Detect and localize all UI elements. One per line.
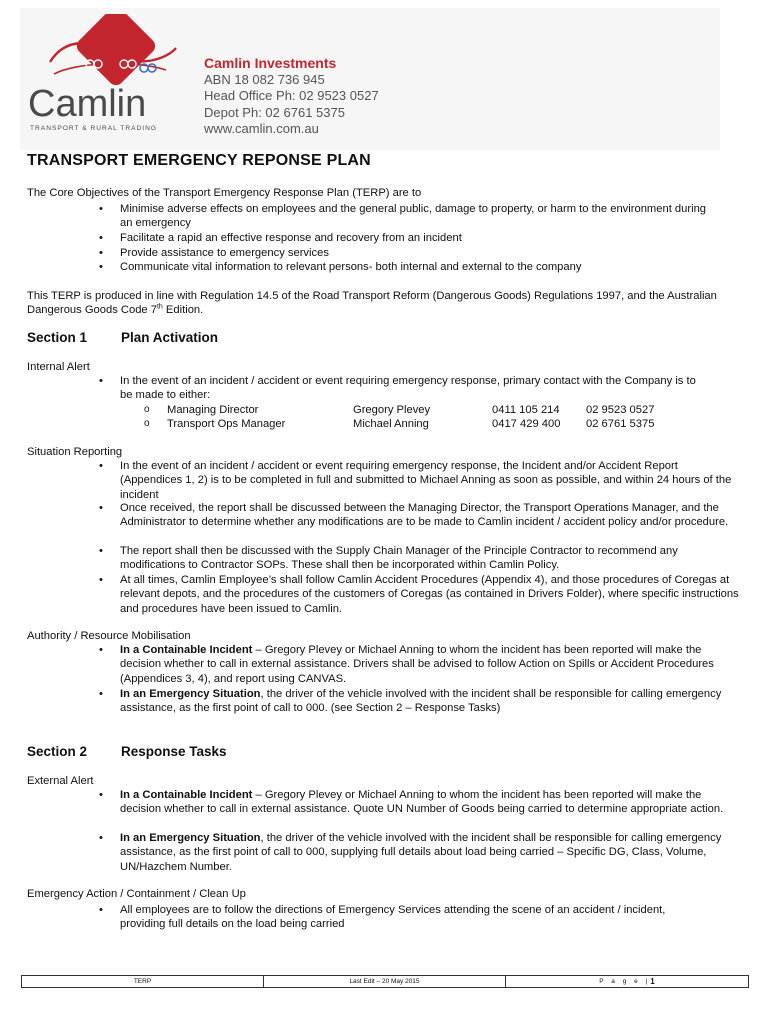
section-name: Response Tasks xyxy=(121,744,227,759)
logo-wordmark: Camlin xyxy=(28,83,147,125)
footer-page-label: P a g e | xyxy=(599,978,651,985)
regulation-text: This TERP is produced in line with Regulation 14.5 of the Road Transport Reform (Dangerous Goods) Regulations 1997, and the Australian Dangerous Goods Code 7 xyxy=(27,290,717,317)
company-details xyxy=(204,55,379,138)
internal-alert-bullet: • In the event of an incident / accident or event requiring emergency response, primary contact with the Company is to be made to either: xyxy=(120,374,710,403)
camlin-logo xyxy=(26,14,186,134)
contact-phone: 02 9523 0527 xyxy=(586,404,655,416)
bullet-text: , the driver of the vehicle involved with the incident shall be responsible for calling emergency assistance, as the first point of call to 000. (see Section 2 – Response Tasks) xyxy=(120,688,722,715)
contact-role: o Transport Ops Manager xyxy=(167,417,285,431)
footer-doc: TERP xyxy=(22,976,264,987)
logo-tagline: TRANSPORT & RURAL TRADING xyxy=(30,125,157,132)
objective-bullet: • Minimise adverse effects on employees and the general public, damage to property, or harm to the environment during an emergency xyxy=(120,202,720,231)
external-alert-bullet xyxy=(120,788,740,817)
logo-red-diamond xyxy=(74,14,159,88)
footer-last-edit: Last Edit – 20 May 2015 xyxy=(264,976,506,987)
footer-page-number: 1 xyxy=(650,977,655,986)
contact-role: o Managing Director xyxy=(167,403,258,417)
depot-phone: Depot Ph: 02 6761 5375 xyxy=(204,104,345,120)
objective-bullet: • Communicate vital information to relevant persons- both internal and external to the company xyxy=(120,260,720,274)
section-2-heading xyxy=(27,744,227,759)
internal-alert-heading: Internal Alert xyxy=(27,361,90,373)
emergency-action-bullet: • All employees are to follow the directions of Emergency Services attending the scene of an accident / incident, providing full details on the load being carried xyxy=(120,903,710,932)
regulation-superscript: th xyxy=(156,303,163,311)
contact-name: Gregory Plevey xyxy=(353,404,431,416)
contact-phone: 02 6761 5375 xyxy=(586,418,655,430)
contact-mobile: 0417 429 400 xyxy=(492,418,561,430)
section-name: Plan Activation xyxy=(121,330,219,345)
authority-bullet xyxy=(120,643,745,686)
bullet-bold-lead: In an Emergency Situation xyxy=(120,688,261,700)
logo-wheel-blue xyxy=(148,64,156,72)
footer-page xyxy=(506,976,748,987)
bullet-text: – Gregory Plevey or Michael Anning to whom the incident has been reported will make the decision whether to call in external assistance. Quote UN Number of Goods being carried to determine appropriate action. xyxy=(120,789,724,816)
section-number: Section 2 xyxy=(27,744,88,759)
external-alert-heading: External Alert xyxy=(27,775,94,787)
contact-name: Michael Anning xyxy=(353,418,429,430)
bullet-text: , the driver of the vehicle involved with the incident shall be responsible for calling emergency assistance, as the first point of call to 000, supplying full details about load being carried – Specific DG, Class, Volume, UN/Hazchem Number. xyxy=(120,832,722,873)
intro-lead: The Core Objectives of the Transport Emergency Response Plan (TERP) are to xyxy=(27,187,422,199)
bullet-bold-lead: In a Containable Incident xyxy=(120,644,253,656)
contact-mobile: 0411 105 214 xyxy=(492,404,560,416)
objective-bullet: • Provide assistance to emergency services xyxy=(120,246,720,260)
section-number: Section 1 xyxy=(27,330,88,345)
situation-bullet: • The report shall then be discussed with the Supply Chain Manager of the Principle Contractor to recommend any modifications to Contractor SOPs. These shall then be incorporated within Camlin Policy. xyxy=(120,544,745,573)
authority-heading: Authority / Resource Mobilisation xyxy=(27,630,191,642)
section-1-heading xyxy=(27,330,219,345)
emergency-action-heading: Emergency Action / Containment / Clean Up xyxy=(27,888,246,900)
regulation-tail: Edition. xyxy=(162,304,204,317)
document-title: TRANSPORT EMERGENCY REPONSE PLAN xyxy=(27,152,371,169)
page-footer xyxy=(21,975,749,988)
regulation-paragraph xyxy=(27,289,727,318)
head-office-phone: Head Office Ph: 02 9523 0527 xyxy=(204,88,379,103)
external-alert-bullet xyxy=(120,831,745,874)
bullet-bold-lead: In a Containable Incident xyxy=(120,789,253,801)
bullet-bold-lead: In an Emergency Situation xyxy=(120,832,261,844)
situation-reporting-heading: Situation Reporting xyxy=(27,446,123,458)
bullet-text: – Gregory Plevey or Michael Anning to whom the incident has been reported will make the decision whether to call in external assistance. Drivers shall be advised to follow Action on Spills or Accident Procedures (Appendices 3, 4), and report using CANVAS. xyxy=(120,644,714,685)
situation-bullet: • In the event of an incident / accident or event requiring emergency response, the Incident and/or Accident Report (Appendices 1, 2) is to be completed in full and submitted to Michael Anning as soon as possible, and within 24 hours of the incident xyxy=(120,459,740,502)
company-website: www.camlin.com.au xyxy=(204,121,319,136)
company-abn: ABN 18 082 736 945 xyxy=(204,71,325,87)
objective-bullet: • Facilitate a rapid an effective response and recovery from an incident xyxy=(120,231,720,245)
authority-bullet xyxy=(120,687,740,716)
company-name: Camlin Investments xyxy=(204,55,337,71)
situation-bullet: • Once received, the report shall be discussed between the Managing Director, the Transport Operations Manager, and the Administrator to determine whether any modifications are to be made to Camlin incident / accident policy and/or procedure. xyxy=(120,501,740,530)
situation-bullet: • At all times, Camlin Employee’s shall follow Camlin Accident Procedures (Appendix 4), and those procedures of Coregas at relevant depots, and the procedures of the customers of Coregas (as contained in Drivers Folder), where specific instructions and procedures have been issued to Camlin. xyxy=(120,573,740,616)
